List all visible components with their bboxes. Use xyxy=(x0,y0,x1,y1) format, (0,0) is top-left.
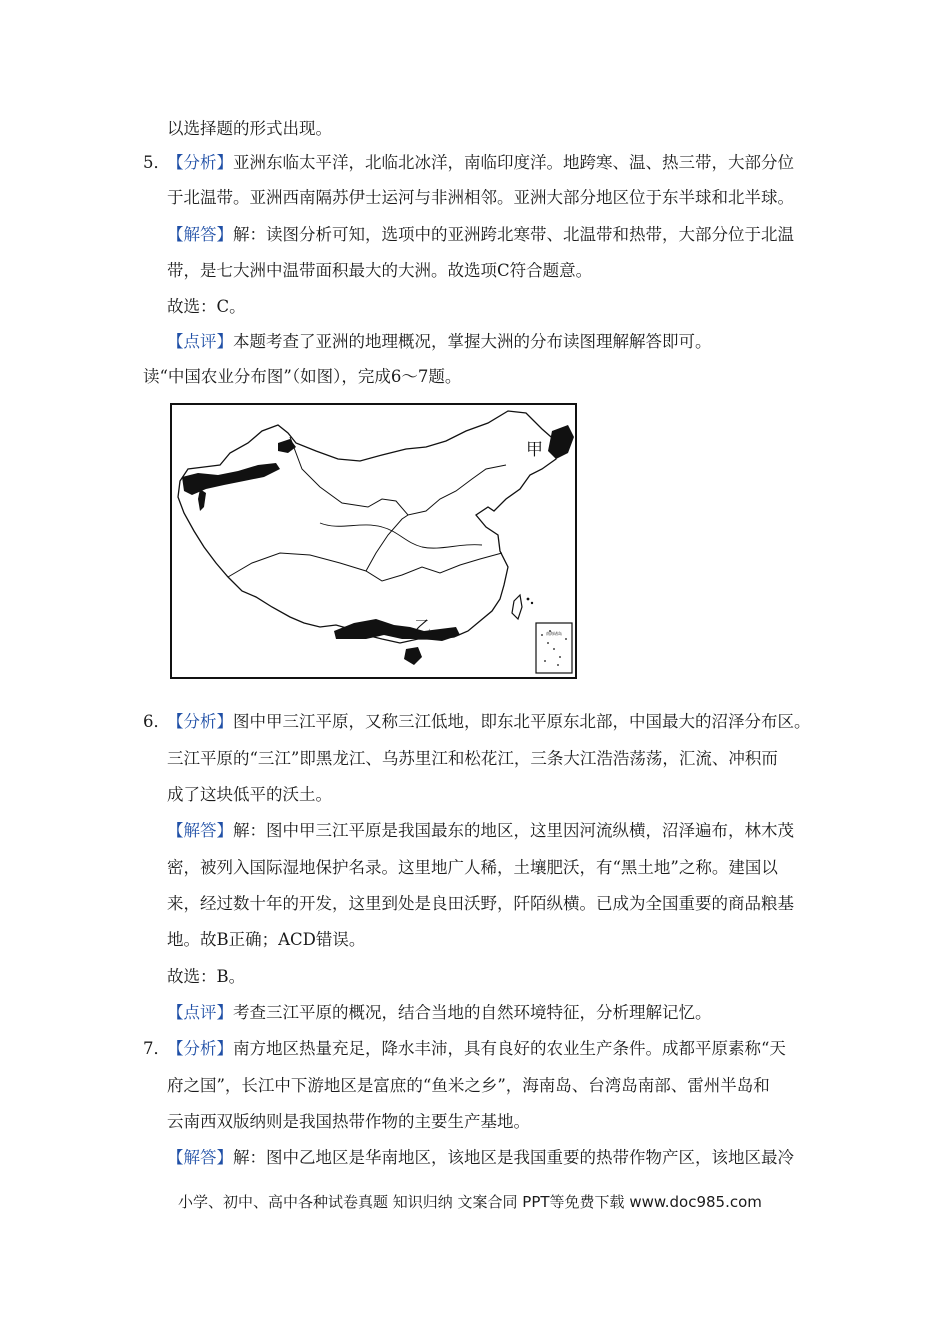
text-line: 三江平原的“三江”即黑龙江、乌苏里江和松花江，三条大江浩浩荡荡，汇流、冲积而 xyxy=(167,749,778,768)
text: 解：图中乙地区是华南地区，该地区是我国重要的热带作物产区，该地区最冷 xyxy=(233,1148,794,1167)
text: 解：读图分析可知，选项中的亚洲跨北寒带、北温带和热带，大部分位于北温 xyxy=(233,225,794,244)
comment-tag: 【点评】 xyxy=(167,332,233,351)
text-line: 来，经过数十年的开发，这里到处是良田沃野，阡陌纵横。已成为全国重要的商品粮基 xyxy=(167,894,794,913)
answer-tag: 【解答】 xyxy=(167,225,233,244)
q7-answer-line xyxy=(167,1147,794,1169)
text-line: 地。故B正确；ACD错误。 xyxy=(167,930,366,949)
text-line: 云南西双版纳则是我国热带作物的主要生产基地。 xyxy=(167,1112,530,1131)
text: 本题考查了亚洲的地理概况，掌握大洲的分布读图理解解答即可。 xyxy=(233,332,712,351)
q6-analysis-line xyxy=(143,711,811,733)
island-dot xyxy=(531,602,533,604)
answer-tag: 【解答】 xyxy=(167,1148,233,1167)
question-number: 5． xyxy=(143,153,170,172)
choice-line: 故选：B。 xyxy=(167,967,246,986)
text-line: 密，被列入国际湿地保护名录。这里地广人稀，土壤肥沃，有“黑土地”之称。建国以 xyxy=(167,858,778,877)
china-agriculture-map xyxy=(170,403,577,679)
text: 南方地区热量充足，降水丰沛，具有良好的农业生产条件。成都平原素称“天 xyxy=(233,1039,786,1058)
q7-analysis-line xyxy=(143,1038,786,1060)
label-yi: 乙 xyxy=(414,618,431,638)
text: 解：图中甲三江平原是我国最东的地区，这里因河流纵横，沼泽遍布，林木茂 xyxy=(233,821,794,840)
q6-answer-line xyxy=(167,820,794,842)
choice-line: 故选：C。 xyxy=(167,297,246,316)
text-line: 于北温带。亚洲西南隔苏伊士运河与非洲相邻。亚洲大部分地区位于东半球和北半球。 xyxy=(167,188,794,207)
inset-label: 南海诸岛 xyxy=(546,631,562,636)
q5-answer-line xyxy=(167,224,794,246)
comment-tag: 【点评】 xyxy=(167,1003,233,1022)
analysis-tag: 【分析】 xyxy=(167,712,233,731)
q6-comment-line xyxy=(167,1002,712,1024)
text: 图中甲三江平原，又称三江低地，即东北平原东北部，中国最大的沼泽分布区。 xyxy=(233,712,811,731)
island-dot xyxy=(527,598,530,601)
analysis-tag: 【分析】 xyxy=(167,153,233,172)
text: 考查三江平原的概况，结合当地的自然环境特征，分析理解记忆。 xyxy=(233,1003,712,1022)
question-number: 6． xyxy=(143,712,170,731)
page-footer: 小学、初中、高中各种试卷真题 知识归纳 文案合同 PPT等免费下载 www.doc985.com xyxy=(178,1193,762,1211)
text-line: 府之国”，长江中下游地区是富庶的“鱼米之乡”，海南岛、台湾岛南部、雷州半岛和 xyxy=(167,1076,770,1095)
intro-tail: 以选择题的形式出现。 xyxy=(167,119,332,138)
text-line: 成了这块低平的沃土。 xyxy=(167,785,332,804)
q5-analysis-line xyxy=(143,152,794,174)
text: 亚洲东临太平洋，北临北冰洋，南临印度洋。地跨寒、温、热三带，大部分位 xyxy=(233,153,794,172)
text-line: 带，是七大洲中温带面积最大的大洲。故选项C符合题意。 xyxy=(167,261,593,280)
question-number: 7． xyxy=(143,1039,170,1058)
answer-tag: 【解答】 xyxy=(167,821,233,840)
section-intro: 读“中国农业分布图”（如图），完成6～7题。 xyxy=(143,367,462,386)
q5-comment-line xyxy=(167,331,712,353)
analysis-tag: 【分析】 xyxy=(167,1039,233,1058)
label-jia: 甲 xyxy=(526,440,543,460)
